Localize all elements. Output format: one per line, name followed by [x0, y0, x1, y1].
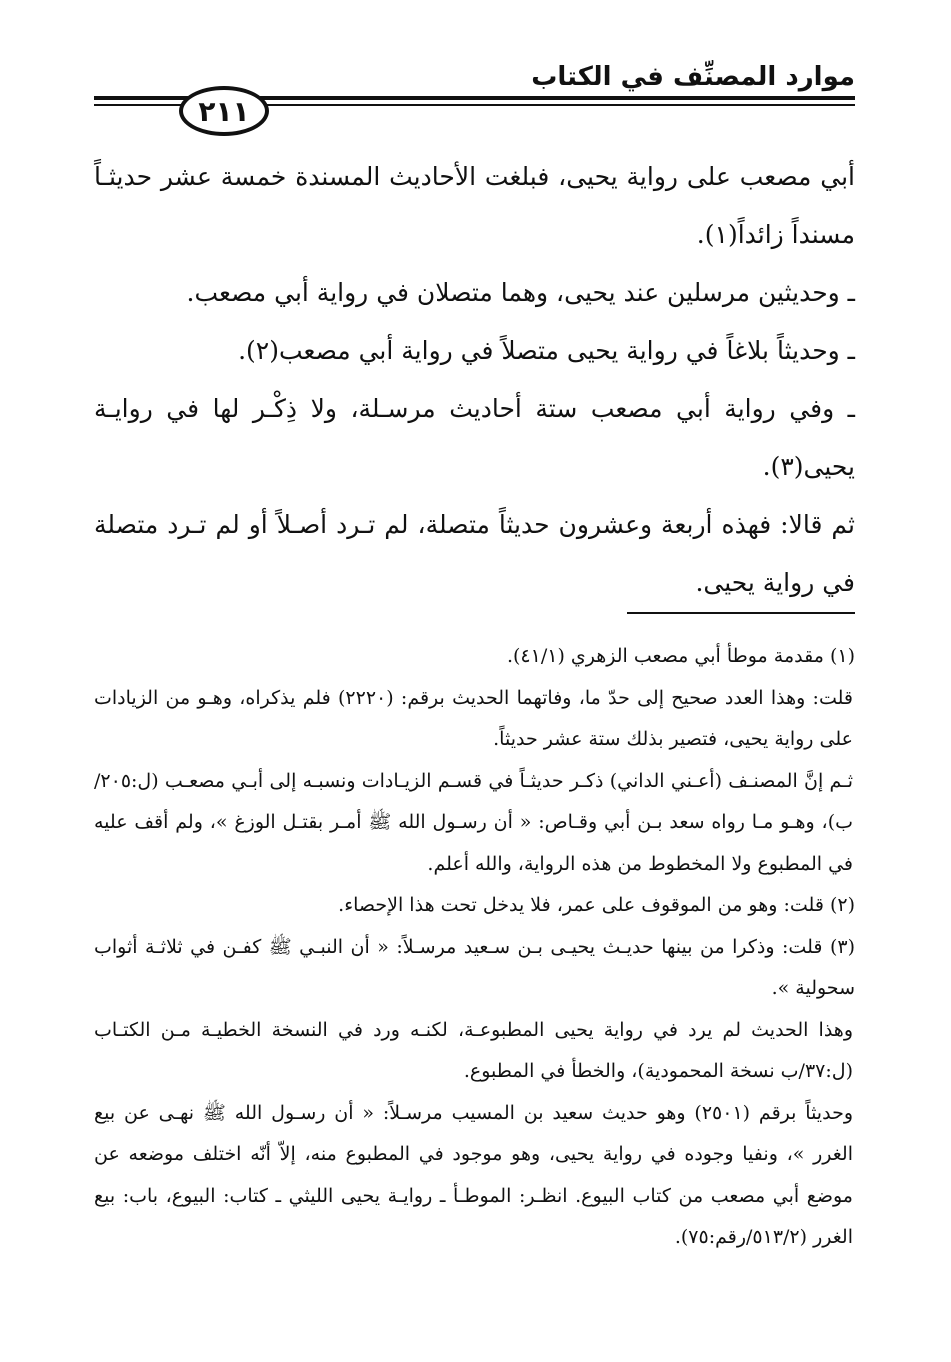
footnote-3: (٣) قلت: وذكرا من بينها حديـث يحيـى بـن سـعيد مرسـلاً: « أن النبـي ﷺ كفـن في ثلاثـة أثواب سحولية ». [94, 935, 855, 999]
body-text: ثم قالا: فهذه أربعة وعشرون حديثاً متصلة، لم تـرد أصـلاً أو لم تـرد متصلة في رواية يحيى. [94, 510, 855, 597]
footnotes [94, 636, 855, 1259]
body-text: أبي مصعب على رواية يحيى، فبلغت الأحاديث المسندة خمسة عشر حديثـاً مسنداً زائداً(١). [94, 162, 855, 249]
page-number: ٢١١ [179, 86, 269, 136]
body-text: ـ وفي رواية أبي مصعب ستة أحاديث مرسـلة، ولا ذِكْـر لها في روايـة يحيى(٣). [94, 394, 855, 481]
footnote-3-comment-b: وحديثاً برقم (٢٥٠١) وهو حديث سعيد بن المسيب مرسـلاً: « أن رسـول الله ﷺ نهـى عن بيع الغرر »، ونفيا وجوده في رواية يحيى، وهو موجود في المطبوع منه، إلاّ أنّه اختلف موضعه عن موضع أبي مصعب من كتاب البيوع. انظـر: الموطـأ ـ روايـة يحيى الليثي ـ كتاب: البيوع، باب: بيع الغرر (٥١٣/٢/رقم:٧٥). [94, 1101, 853, 1248]
body-paragraph-4 [94, 380, 855, 496]
footnote-3-comment-a: وهذا الحديث لم يرد في رواية يحيى المطبوعـة، لكنـه ورد في النسخة الخطيـة مـن الكتـاب (ل:٣٧/ب نسخة المحمودية)، والخطأ في المطبوع. [94, 1018, 853, 1082]
body-paragraph-1 [94, 148, 855, 264]
footnote-1-comment-b: ثـم إنَّ المصنـف (أعـني الداني) ذكـر حديثـاً في قسـم الزيـادات ونسبـه إلى أبـي مصعـب (ل:٢٠٥/ب)، وهـو مـا رواه سعد بـن أبي وقـاص: « أن رسـول الله ﷺ أمـر بقتـل الوزغ »، ولم أقف عليه في المطبوع ولا المخطوط من هذه الرواية، والله أعلم. [94, 769, 853, 875]
footnote-1-comment-a: قلت: وهذا العدد صحيح إلى حدّ ما، وفاتهما الحديث برقم: (٢٢٢٠) فلم يذكراه، وهـو من الزيادات على رواية يحيى، فتصير بذلك ستة عشر حديثاً. [94, 686, 853, 750]
footnote-2: (٢) قلت: وهو من الموقوف على عمر، فلا يدخل تحت هذا الإحصاء. [338, 894, 855, 916]
body-paragraph-5 [94, 496, 855, 612]
body-text: ـ وحديثاً بلاغاً في رواية يحيى متصلاً في رواية أبي مصعب(٢). [238, 336, 855, 365]
body-paragraph-2 [94, 264, 855, 322]
body-text: ـ وحديثين مرسلين عند يحيى، وهما متصلان في رواية أبي مصعب. [186, 278, 855, 307]
footnote-1: (١) مقدمة موطأ أبي مصعب الزهري (٤١/١). [506, 645, 855, 667]
body-paragraph-3 [94, 322, 855, 380]
running-title: موارد المصنِّف في الكتاب [531, 62, 855, 92]
footnote-separator [627, 612, 855, 614]
